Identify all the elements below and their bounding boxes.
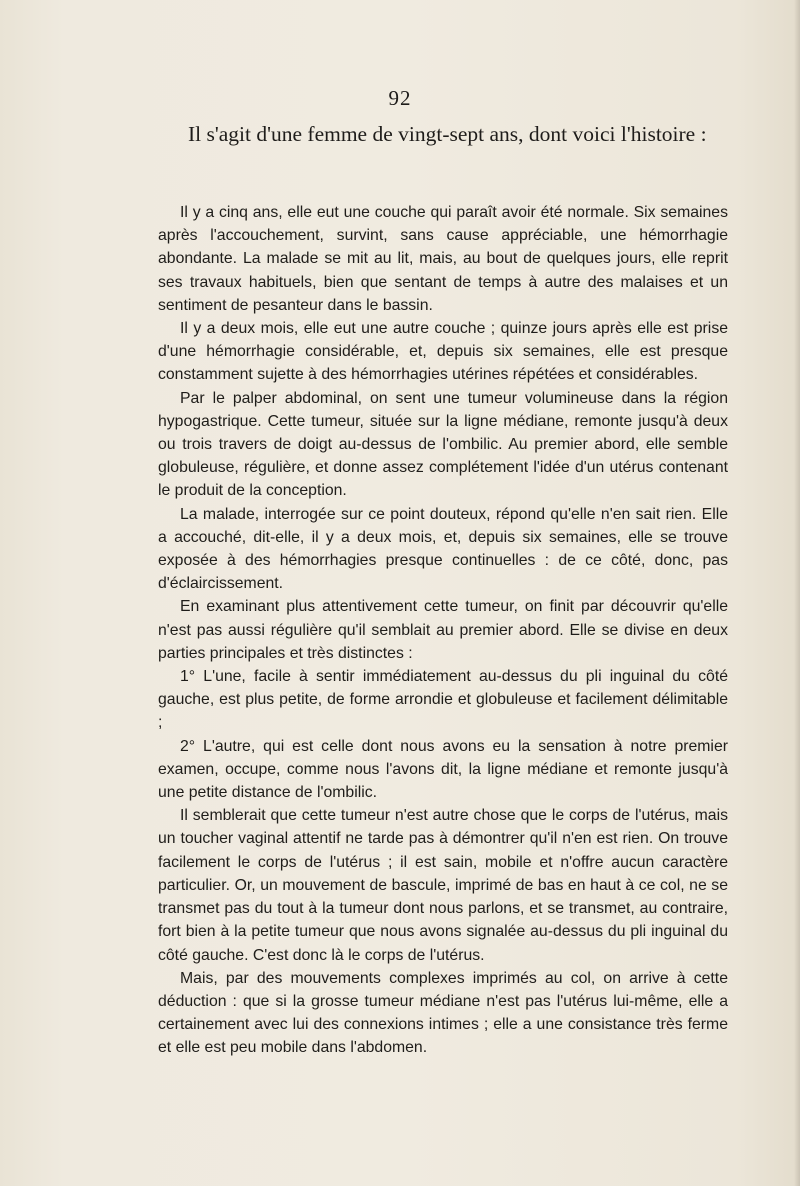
body-text (158, 201, 728, 1060)
intro-paragraph: Il s'agit d'une femme de vingt-sept ans, dont voici l'histoire : (188, 122, 707, 146)
paragraph-palpation: Par le palper abdominal, on sent une tumeur volumineuse dans la région hypogastrique. Cette tumeur, située sur la ligne médiane, remonte jusqu'à deux ou trois travers de doigt au-dessus de l'ombilic. Au premier abord, elle semble globuleuse, régulière, et donne assez complétement l'idée d'un utérus contenant le produit de la conception. (158, 389, 728, 500)
paragraph-part-one: 1° L'une, facile à sentir immédiatement au-dessus du pli inguinal du côté gauche, est plus petite, de forme arrondie et globuleuse et facilement délimitable ; (158, 668, 728, 732)
paragraph-history: Il y a cinq ans, elle eut une couche qui paraît avoir été normale. Six semaines après l'accouchement, survint, sans cause appréciable, une hémorrhagie abondante. La malade se mit au lit, mais, au bout de quelques jours, elle reprit ses travaux habituels, bien que sentant de temps à autre des malaises et un sentiment de pesanteur dans le bassin. (158, 204, 728, 314)
paragraph-examination: En examinant plus attentivement cette tumeur, on finit par découvrir qu'elle n'est pas aussi régulière qu'il semblait au premier abord. Elle se divise en deux parties principales et très distinctes : (158, 598, 728, 662)
page-edge-shadow (794, 0, 800, 1186)
paragraph-part-two: 2° L'autre, qui est celle dont nous avons eu la sensation à notre premier examen, occupe, comme nous l'avons dit, la ligne médiane et remonte jusqu'à une petite distance de l'ombilic. (158, 737, 728, 802)
page-number: 92 (388, 86, 412, 110)
paragraph-vaginal-exam: Il semblerait que cette tumeur n'est autre chose que le corps de l'utérus, mais un toucher vaginal attentif ne tarde pas à démontrer qu'il n'en est rien. On trouve facilement le corps de l'utérus ; il est sain, mobile et n'offre aucun caractère particulier. Or, un mouvement de bascule, imprimé de bas en haut à ce col, ne se transmet pas du tout à la tumeur dont nous parlons, et se transmet, au contraire, fort bien à la petite tumeur que nous avons signalée au-dessus du pli inguinal du côté gauche. C'est donc là le corps de l'utérus. (158, 807, 728, 964)
paragraph-deduction: Mais, par des mouvements complexes imprimés au col, on arrive à cette déduction : que si la grosse tumeur médiane n'est pas l'utérus lui-même, elle a certainement avec lui des connexions intimes ; elle a une consistance très ferme et elle est peu mobile dans l'abdomen. (158, 969, 728, 1057)
paragraph-interrogation: La malade, interrogée sur ce point douteux, répond qu'elle n'en sait rien. Elle a accouché, dit-elle, il y a deux mois, et, depuis six semaines, elle se trouve exposée à des hémorrhagies presque continuelles : de ce côté, donc, pas d'éclaircissement. (158, 505, 728, 593)
paragraph-recent-delivery: Il y a deux mois, elle eut une autre couche ; quinze jours après elle est prise d'une hémorrhagie considérable, et, depuis six semaines, elle est presque constamment sujette à des hémorrhagies utérines répétées et considérables. (158, 320, 728, 384)
